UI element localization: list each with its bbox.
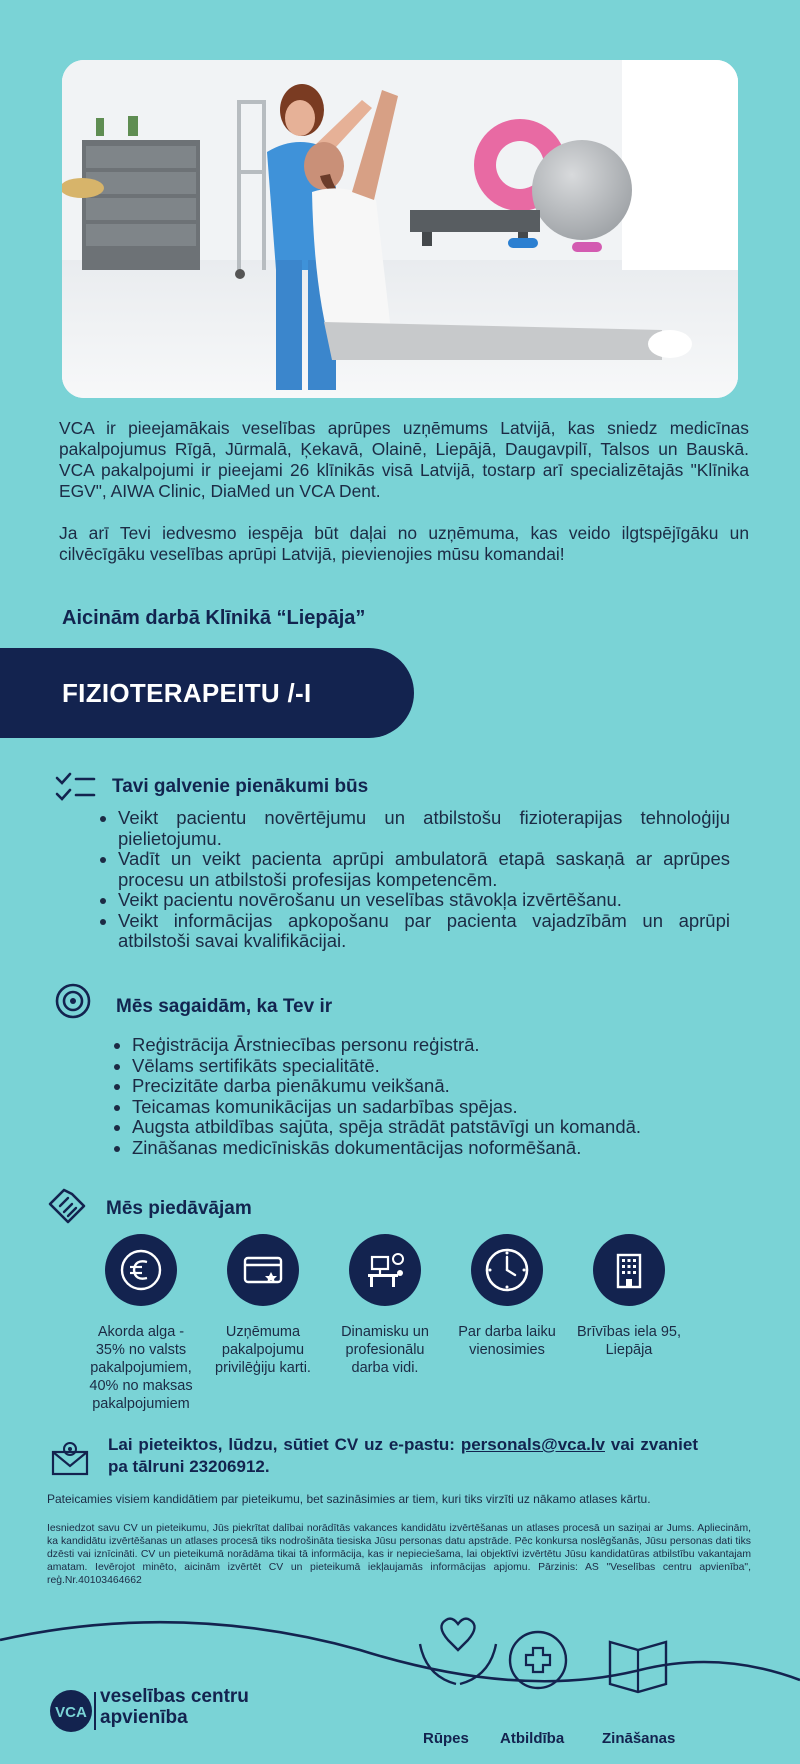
hero-photo xyxy=(62,60,738,398)
offer-item xyxy=(452,1234,562,1359)
list-item: Veikt informācijas apkopošanu par pacienta vajadzībām un aprūpi atbilstoši savai kvalifikācijai. xyxy=(98,911,730,952)
euro-icon xyxy=(105,1234,177,1306)
footer-decoration xyxy=(0,1580,800,1764)
duties-list xyxy=(98,808,730,952)
legal-notice: Iesniedzot savu CV un pieteikumu, Jūs piekrītat dalībai norādītās vakances kandidātu izvērtēšanas un atlases procesā un saziņai ar Jums. Apliecinām, ka kandidātu izvērtēšanas un atlases procesā tiks nodrošināta tiesiska Jūsu personas datu apstrāde. Pēc konkursa noslēgšanās, Jūsu personas dati tiks dzēsti vai iznīcināti. CV un pieteikumā norādāma tikai tā informācija, kas ir nepieciešama, lai objektīvi izvērtētu Jūsu kandidatūras atbilstību vakantajam amatam. Ievērojot minēto, aicinām izvērtēt CV un pieteikumā iekļaujamās informācijas apjomu. Pārzinis: AS "Veselības centru apvienība", reģ.Nr.40103464662 xyxy=(47,1523,751,1586)
list-item: Precizitāte darba pienākumu veikšanā. xyxy=(112,1076,732,1097)
job-title-band xyxy=(0,648,414,738)
offer-item xyxy=(330,1234,440,1377)
building-icon xyxy=(593,1234,665,1306)
offer-item xyxy=(574,1234,684,1359)
list-item: Vadīt un veikt pacienta aprūpi ambulatorā etapā saskaņā ar aprūpes procesu un atbilstoši profesijas kompetencēm. xyxy=(98,849,730,890)
clock-icon xyxy=(471,1234,543,1306)
offer-caption: Akorda alga - 35% no valsts pakalpojumiem, 40% no maksas pakalpojumiem xyxy=(89,1324,193,1412)
list-item: Vēlams sertifikāts specialitātē. xyxy=(112,1056,732,1077)
intro-paragraph: Ja arī Tevi iedvesmo iespēja būt daļai no uzņēmuma, kas veido ilgtspējīgāku un cilvēcīgāku veselības aprūpi Latvijā, pievienojies mūsu komandai! xyxy=(59,523,749,564)
list-item: Zināšanas medicīniskās dokumentācijas noformēšanā. xyxy=(112,1138,732,1159)
value-knowledge: Zināšanas xyxy=(602,1730,676,1747)
intro-paragraph: VCA ir pieejamākais veselības aprūpes uzņēmums Latvijā, kas sniedz medicīnas pakalpojumus Rīgā, Jūrmalā, Ķekavā, Olainē, Liepājā, Daugavpilī, Talsos un Bauskā. VCA pakalpojumi ir pieejami 26 klīnikās visā Latvijā, tostarp arī specializētajās "Klīnika EGV", AIWA Clinic, DiaMed un VCA Dent. xyxy=(59,418,749,501)
list-item: Augsta atbildības sajūta, spēja strādāt patstāvīgi un komandā. xyxy=(112,1117,732,1138)
email-link[interactable]: personals@vca.lv xyxy=(460,1435,605,1454)
brand-name xyxy=(100,1686,249,1728)
apply-text: Lai pieteiktos, lūdzu, sūtiet CV uz e-pastu: xyxy=(108,1435,461,1454)
apply-text: vai zvaniet pa tālruni 23206912. xyxy=(108,1435,698,1476)
requirements-heading: Mēs sagaidām, ka Tev ir xyxy=(116,996,333,1017)
offer-caption: Par darba laiku vienosimies xyxy=(458,1324,556,1358)
offers-row xyxy=(86,1234,686,1414)
offer-caption: Dinamisku un profesionālu darba vidi. xyxy=(341,1324,429,1376)
brand-line: apvienība xyxy=(100,1707,188,1728)
target-icon xyxy=(54,982,92,1025)
office-icon xyxy=(349,1234,421,1306)
duties-heading: Tavi galvenie pienākumi būs xyxy=(112,776,369,797)
vca-logo xyxy=(48,1688,98,1739)
mail-icon xyxy=(50,1440,90,1481)
logo-text: VCA xyxy=(55,1704,87,1721)
requirements-list xyxy=(112,1035,732,1158)
handshake-icon xyxy=(46,1184,88,1231)
list-item: Veikt pacientu novērošanu un veselības stāvokļa izvērtēšanu. xyxy=(98,890,730,911)
job-title: FIZIOTERAPEITU /-I xyxy=(62,678,312,708)
checklist-icon xyxy=(54,772,98,807)
list-item: Teicamas komunikācijas un sadarbības spējas. xyxy=(112,1097,732,1118)
value-care: Rūpes xyxy=(423,1730,469,1747)
offers-heading: Mēs piedāvājam xyxy=(106,1198,252,1219)
offer-item xyxy=(208,1234,318,1377)
brand-line: veselības centru xyxy=(100,1686,249,1707)
list-item: Veikt pacientu novērtējumu un atbilstošu fizioterapijas tehnoloģiju pielietojumu. xyxy=(98,808,730,849)
card-icon xyxy=(227,1234,299,1306)
offer-caption: Brīvības iela 95, Liepāja xyxy=(577,1324,681,1358)
list-item: Reģistrācija Ārstniecības personu reģistrā. xyxy=(112,1035,732,1056)
value-responsibility: Atbildība xyxy=(500,1730,565,1747)
offer-item xyxy=(86,1234,196,1413)
company-intro xyxy=(59,418,749,565)
thanks-note: Pateicamies visiem kandidātiem par pieteikumu, bet sazināsimies ar tiem, kuri tiks virzīti uz nākamo atlases kārtu. xyxy=(47,1492,651,1506)
apply-instructions xyxy=(108,1434,698,1478)
offer-caption: Uzņēmuma pakalpojumu privilēģiju karti. xyxy=(215,1324,311,1376)
invite-heading: Aicinām darbā Klīnikā “Liepāja” xyxy=(62,607,366,629)
